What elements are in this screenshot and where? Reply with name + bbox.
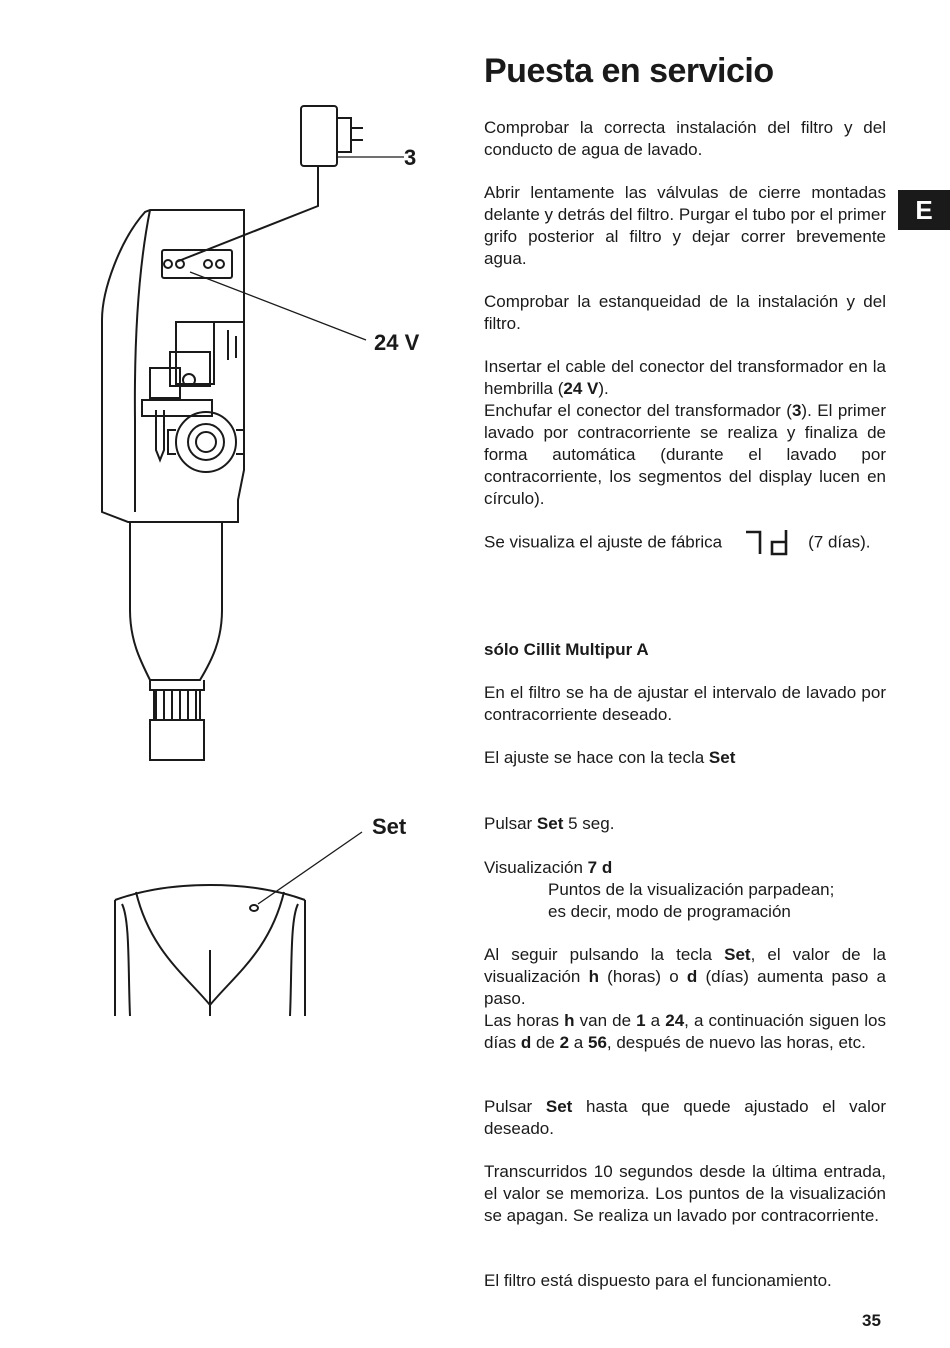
paragraph-display: Visualización 7 d Puntos de la visualización parpadean; es decir, modo de programación [484, 858, 835, 921]
paragraph-ready: El filtro está dispuesto para el funcionamiento. [484, 1271, 832, 1290]
page-title: Puesta en servicio [484, 52, 774, 90]
paragraph-insert-cable: Insertar el cable del conector del transformador en la hembrilla (24 V). Enchufar el conector del transformador (3). El primer lavado por contracorriente se realiza y finaliza de forma automática (durante el lavado por contracorriente, los segmentos del display lucen en círculo). [484, 357, 886, 508]
voltage-callout: 24 V [374, 330, 420, 355]
page-number: 35 [862, 1311, 881, 1330]
transformer-callout: 3 [404, 145, 417, 170]
display-readout-7d [744, 530, 790, 556]
paragraph-open-valves: Abrir lentamente las válvulas de cierre montadas delante y detrás del filtro. Purgar el tubo por el primer grifo posterior al filtro y dejar correr brevemente agua. [484, 183, 886, 268]
paragraph-press-until-set: Pulsar Set hasta que quede ajustado el valor deseado. [484, 1097, 886, 1138]
paragraph-set-interval: En el filtro se ha de ajustar el intervalo de lavado por contracorriente deseado. [484, 683, 886, 724]
filter-illustration [0, 0, 440, 800]
paragraph-check-seal: Comprobar la estanqueidad de la instalación y del filtro. [484, 292, 886, 333]
heading-cillit-multipur: sólo Cillit Multipur A [484, 640, 649, 659]
paragraph-memorized: Transcurridos 10 segundos desde la última entrada, el valor se memoriza. Los puntos de la visualización se apagan. Se realiza un lavado por contracorriente. [484, 1162, 886, 1225]
paragraph-set-key: El ajuste se hace con la tecla Set [484, 748, 736, 767]
paragraph-keep-pressing: Al seguir pulsando la tecla Set, el valor de la visualización h (horas) o d (días) aumenta paso a paso. Las horas h van de 1 a 24, a continuación siguen los días d de 2 a 56, después de nuevo las horas, etc. [484, 945, 886, 1052]
paragraph-check-installation: Comprobar la correcta instalación del filtro y del conducto de agua de lavado. [484, 118, 886, 159]
paragraph-factory-setting: Se visualiza el ajuste de fábrica (7 días). [484, 530, 886, 556]
set-callout: Set [372, 814, 407, 839]
language-tab: E [898, 190, 950, 230]
paragraph-press-set: Pulsar Set 5 seg. [484, 814, 615, 833]
